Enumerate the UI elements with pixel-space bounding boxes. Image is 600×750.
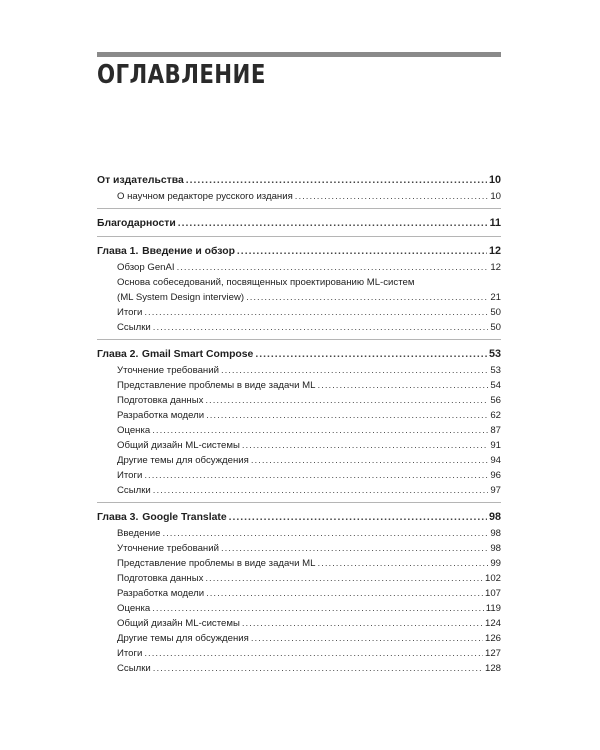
entry-title: Обзор GenAI (117, 262, 175, 273)
leader-dots (177, 260, 489, 275)
toc-entry[interactable] (97, 378, 501, 393)
entry-title: Итоги (117, 470, 143, 481)
toc-chapter-entry[interactable] (97, 242, 501, 260)
toc-entry[interactable] (97, 541, 501, 556)
leader-dots (206, 408, 488, 423)
toc-chapter-entry[interactable] (97, 508, 501, 526)
page-number: 21 (490, 292, 501, 303)
page-number: 62 (490, 410, 501, 421)
leader-dots (221, 541, 488, 556)
page-number: 94 (490, 455, 501, 466)
page-number: 87 (490, 425, 501, 436)
toc-entry[interactable] (97, 616, 501, 631)
toc-entry[interactable] (97, 483, 501, 498)
leader-dots (237, 243, 487, 260)
table-of-contents (97, 171, 501, 685)
leader-dots (242, 616, 483, 631)
leader-dots (246, 290, 488, 305)
section-chapter-2 (97, 345, 501, 503)
chapter-title: Введение и обзор (142, 246, 235, 257)
leader-dots (251, 453, 488, 468)
chapter-number: Глава 2. (97, 349, 139, 360)
entry-title: От издательства (97, 175, 184, 186)
entry-title: Представление проблемы в виде задачи ML (117, 380, 316, 391)
leader-dots (153, 483, 489, 498)
leader-dots (221, 363, 488, 378)
entry-title: Оценка (117, 425, 151, 436)
toc-entry[interactable] (97, 189, 501, 204)
leader-dots (255, 346, 487, 363)
chapter-title: Google Translate (142, 512, 227, 523)
leader-dots (251, 631, 483, 646)
page-number: 10 (488, 174, 501, 186)
leader-dots (152, 601, 483, 616)
page-title: ОГЛАВЛЕНИЕ (97, 60, 266, 90)
page-number: 12 (490, 262, 501, 273)
page-number: 107 (484, 588, 501, 599)
toc-entry[interactable] (97, 586, 501, 601)
chapter-number: Глава 1. (97, 246, 139, 257)
toc-entry[interactable] (97, 661, 501, 676)
section-thanks (97, 214, 501, 237)
entry-title: Уточнение требований (117, 365, 219, 376)
page-number: 127 (484, 648, 501, 659)
toc-entry[interactable] (97, 260, 501, 275)
page-number: 97 (490, 485, 501, 496)
entry-title-line-1: Основа собеседований, посвященных проектированию ML-систем (117, 277, 415, 288)
page-number: 10 (490, 191, 501, 202)
entry-title: Уточнение требований (117, 543, 219, 554)
page-number: 96 (490, 470, 501, 481)
section-front-matter (97, 171, 501, 209)
leader-dots (317, 378, 488, 393)
page-number: 119 (485, 603, 501, 614)
page-number: 102 (484, 573, 501, 584)
entry-title: Общий дизайн ML-системы (117, 440, 240, 451)
toc-entry[interactable] (97, 571, 501, 586)
entry-title: Ссылки (117, 663, 151, 674)
entry-title-line-2-row (117, 290, 501, 305)
entry-title: Итоги (117, 307, 143, 318)
entry-title: Подготовка данных (117, 395, 204, 406)
leader-dots (206, 586, 483, 601)
entry-title: Другие темы для обсуждения (117, 455, 249, 466)
leader-dots (186, 172, 487, 189)
page-number: 98 (490, 528, 501, 539)
entry-title: Разработка модели (117, 410, 205, 421)
toc-entry-multiline[interactable] (97, 275, 501, 305)
page-number: 12 (488, 245, 501, 257)
toc-entry[interactable] (97, 526, 501, 541)
page-number: 128 (484, 663, 501, 674)
section-chapter-3 (97, 508, 501, 680)
entry-title: Ссылки (117, 485, 151, 496)
page-number: 50 (490, 307, 501, 318)
toc-entry[interactable] (97, 393, 501, 408)
toc-entry[interactable] (97, 453, 501, 468)
toc-entry[interactable] (97, 631, 501, 646)
toc-entry[interactable] (97, 305, 501, 320)
leader-dots (205, 393, 488, 408)
entry-title: Представление проблемы в виде задачи ML (117, 558, 316, 569)
page-number: 98 (488, 511, 501, 523)
entry-title: Введение (117, 528, 161, 539)
page-number: 53 (488, 348, 501, 360)
leader-dots (178, 215, 488, 232)
leader-dots (205, 571, 483, 586)
toc-entry[interactable] (97, 423, 501, 438)
entry-title: Ссылки (117, 322, 151, 333)
chapter-number: Глава 3. (97, 512, 139, 523)
leader-dots (295, 189, 489, 204)
chapter-title: Gmail Smart Compose (141, 349, 254, 360)
page-number: 99 (490, 558, 501, 569)
toc-entry[interactable] (97, 646, 501, 661)
leader-dots (144, 468, 488, 483)
page-number: 53 (490, 365, 501, 376)
toc-entry[interactable] (97, 320, 501, 335)
toc-entry[interactable] (97, 601, 501, 616)
entry-title: Оценка (117, 603, 151, 614)
page-number: 56 (490, 395, 501, 406)
top-rule (97, 52, 501, 57)
toc-entry[interactable] (97, 438, 501, 453)
toc-entry[interactable] (97, 408, 501, 423)
toc-chapter-entry[interactable] (97, 345, 501, 363)
section-chapter-1 (97, 242, 501, 340)
leader-dots (317, 556, 488, 571)
toc-entry[interactable] (97, 363, 501, 378)
page-number: 124 (484, 618, 501, 629)
leader-dots (242, 438, 488, 453)
entry-title: Подготовка данных (117, 573, 204, 584)
entry-title: Общий дизайн ML-системы (117, 618, 240, 629)
toc-entry-main[interactable] (97, 214, 501, 232)
entry-title: Итоги (117, 648, 143, 659)
entry-title: Разработка модели (117, 588, 205, 599)
leader-dots (153, 661, 483, 676)
leader-dots (229, 509, 487, 526)
toc-entry[interactable] (97, 556, 501, 571)
leader-dots (153, 320, 489, 335)
leader-dots (144, 646, 483, 661)
page-number: 98 (490, 543, 501, 554)
leader-dots (152, 423, 488, 438)
page-number: 50 (490, 322, 501, 333)
entry-title: Благодарности (97, 218, 176, 229)
page-number: 126 (484, 633, 501, 644)
page-number: 11 (489, 217, 501, 229)
toc-entry-main[interactable] (97, 171, 501, 189)
entry-title: О научном редакторе русского издания (117, 191, 293, 202)
entry-title-line-2: (ML System Design interview) (117, 292, 245, 303)
page-number: 54 (490, 380, 501, 391)
page-number: 91 (490, 440, 501, 451)
leader-dots (162, 526, 488, 541)
toc-entry[interactable] (97, 468, 501, 483)
entry-title: Другие темы для обсуждения (117, 633, 249, 644)
leader-dots (144, 305, 488, 320)
